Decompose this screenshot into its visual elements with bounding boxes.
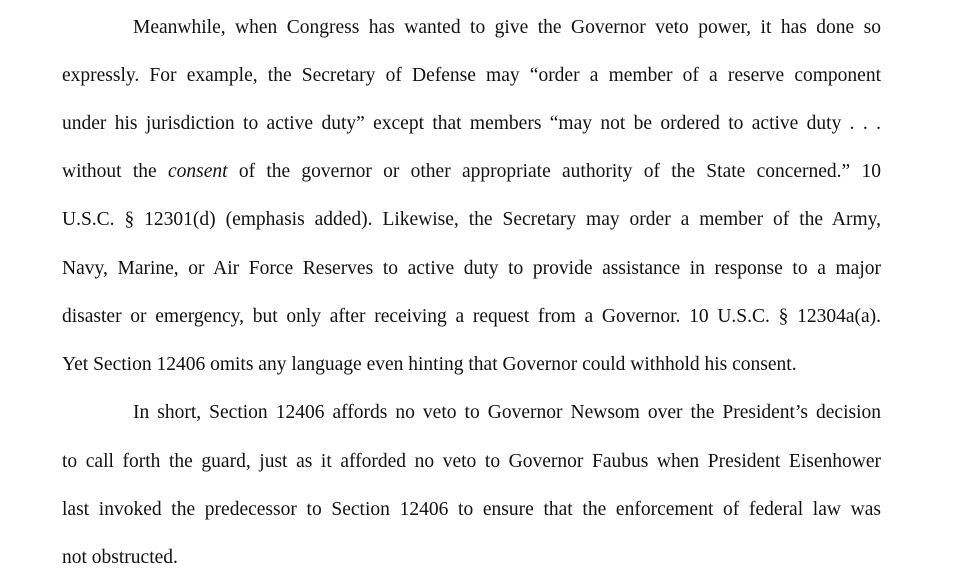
- paragraph-1-line-7: disaster or emergency, but only after receiving a request from a Governor. 10 U.S.C. § 12304a(a).: [62, 306, 881, 327]
- paragraph-1-line-8: Yet Section 12406 omits any language even hinting that Governor could withhold his consent.: [62, 354, 797, 375]
- paragraph-2-line-4: not obstructed.: [62, 547, 178, 568]
- paragraph-1-line-1: Meanwhile, when Congress has wanted to give the Governor veto power, it has done so: [133, 17, 881, 38]
- emphasized-word: consent: [167, 161, 228, 182]
- paragraph-1-line-5: U.S.C. § 12301(d) (emphasis added). Likewise, the Secretary may order a member of the Army,: [62, 209, 881, 230]
- paragraph-1-line-4: [62, 160, 881, 184]
- paragraph-1-line-6: Navy, Marine, or Air Force Reserves to active duty to provide assistance in response to a major: [62, 258, 881, 279]
- paragraph-1-line-2: expressly. For example, the Secretary of Defense may “order a member of a reserve component: [62, 65, 881, 86]
- line-4-text-before: without the: [62, 161, 168, 182]
- paragraph-2-line-1: In short, Section 12406 affords no veto to Governor Newsom over the President’s decision: [133, 402, 881, 423]
- paragraph-2-line-3: last invoked the predecessor to Section 12406 to ensure that the enforcement of federal law was: [62, 499, 881, 520]
- line-4-text-after: of the governor or other appropriate authority of the State concerned.” 10: [227, 161, 881, 182]
- paragraph-2-line-2: to call forth the guard, just as it afforded no veto to Governor Faubus when President Eisenhower: [62, 451, 881, 472]
- paragraph-1-line-3: under his jurisdiction to active duty” except that members “may not be ordered to active duty . . .: [62, 113, 881, 134]
